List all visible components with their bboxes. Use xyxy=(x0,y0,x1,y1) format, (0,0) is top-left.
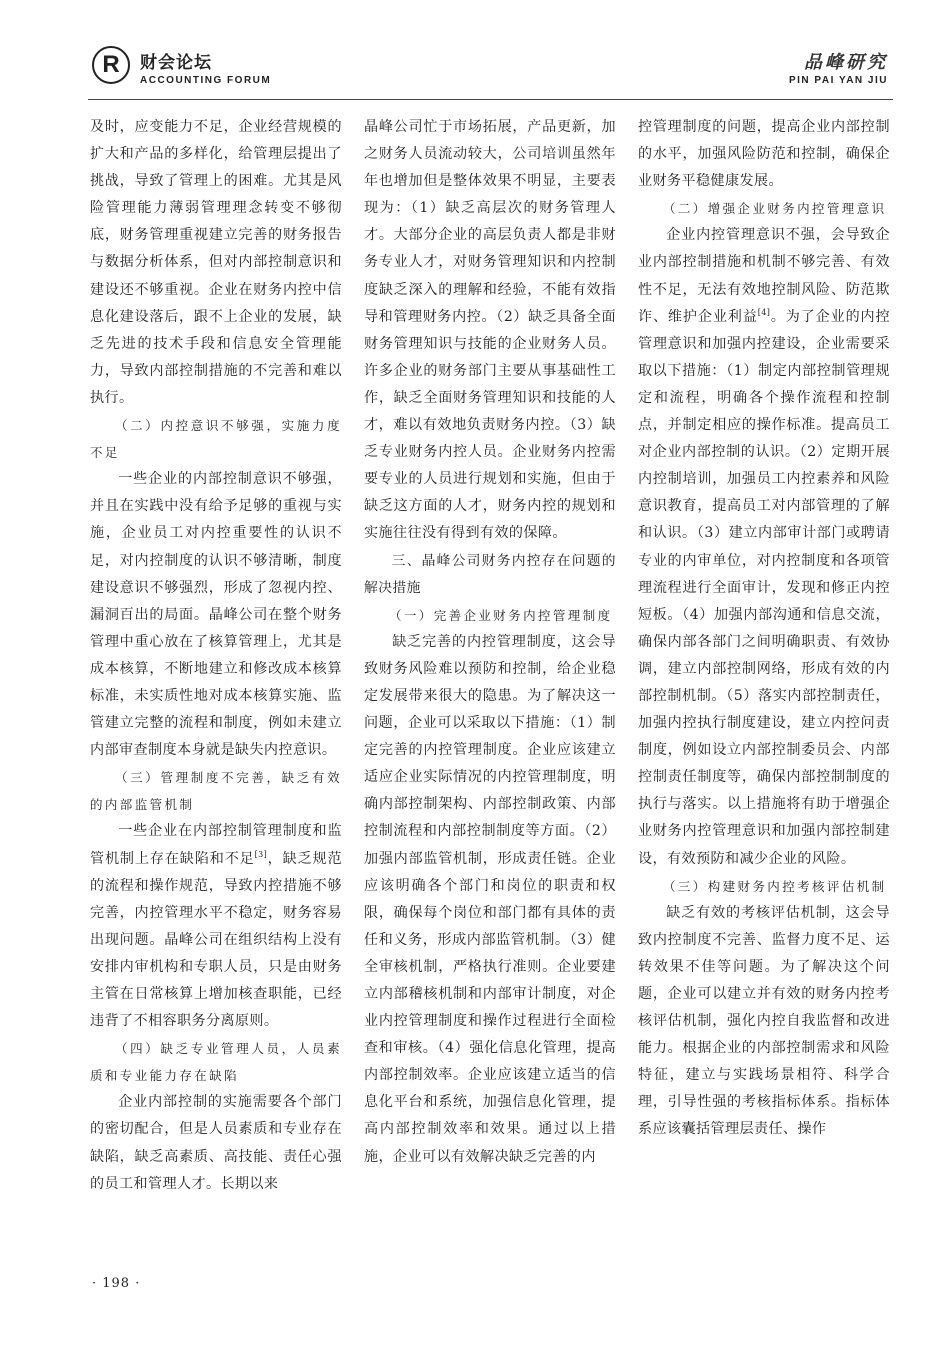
subsection-heading: （二）内控意识不够强，实施力度不足 xyxy=(90,418,342,461)
paragraph: 企业内部控制的实施需要各个部门的密切配合，但是人员素质和专业存在缺陷，缺乏高素质、高技能、责任心强的员工和管理人才。长期以来 xyxy=(90,1094,342,1192)
citation-ref: [3] xyxy=(254,849,268,859)
subsection-heading: （二）增强企业财务内控管理意识 xyxy=(663,201,887,217)
section-title-en: PIN PAI YAN JIU xyxy=(788,75,888,86)
page-header xyxy=(0,0,950,100)
paragraph: 一些企业的内部控制意识不够强，并且在实践中没有给予足够的重视与实施，企业员工对内控重要性的认识不足，对内控制度的认识不够清晰，制度建设意识不够强烈，形成了忽视内控、漏洞百出的局面。晶峰公司在整个财务管理中重心放在了核算管理上，尤其是成本核算，不断地建立和修改成本核算标准，未实质性地对成本核算实施、监管建立完整的流程和制度，例如未建立内部审查制度本身就是缺失内控意识。 xyxy=(90,471,342,759)
paragraph: 及时，应变能力不足，企业经营规模的扩大和产品的多样化，给管理层提出了挑战，导致了管理上的困难。尤其是风险管理能力薄弱管理理念转变不够彻底，财务管理重视建立完善的财务报告与数据分析体系，但对内部控制意识和建设还不够重视。企业在财务内控中信息化建设落后，跟不上企业的发展，缺乏先进的技术手段和信息安全管理能力，导致内部控制措施的不完善和难以执行。 xyxy=(90,119,342,406)
header-divider xyxy=(88,99,893,100)
section-title-cn: 品峰研究 xyxy=(804,52,888,73)
text-column-2 xyxy=(364,114,616,1171)
subsection-heading: （三）管理制度不完善，缺乏有效的内部监管机制 xyxy=(90,770,342,813)
paragraph-text: 。为了企业的内控管理意识和加强内控建设，企业需要采取以下措施：（1）制定内部控制管理规定和流程，明确各个操作流程和控制点，并制定相应的操作标准。提高员工对企业内部控制的认识。（2）定期开展内控制培训，加强员工内控素养和风险意识教育，提高员工对内部管理的了解和认识。（3）建立内部审计部门或聘请专业的内审单位，对内控制度和各项管理流程进行全面审计，发现和修正内控短板。（4）加强内部沟通和信息交流，确保内部各部门之间明确职责、有效协调，建立内部控制网络，形成有效的内部控制机制。（5）落实内部控制责任，加强内控执行制度建设，建立内控问责制度，例如设立内部控制委员会、内部控制责任制度等，确保内部控制制度的执行与落实。以上措施将有助于增强企业财务内控管理意识和加强内部控制建设，有效预防和减少企业的风险。 xyxy=(638,308,891,867)
journal-title-cn: 财会论坛 xyxy=(140,53,212,73)
subsection-heading: （一）完善企业财务内控管理制度 xyxy=(389,607,613,623)
paragraph: 缺乏有效的考核评估机制，这会导致内控制度不完善、监督力度不足、运转效果不佳等问题。为了解决这个问题，企业可以建立并有效的财务内控考核评估机制，强化内控自我监督和改进能力。根据企业的内部控制需求和风险特征，建立与实践场景相符、科学合理，引导性强的考核指标体系。指标体系应该囊括管理层责任、操作 xyxy=(638,904,890,1138)
subsection-heading: （四）缺乏专业管理人员，人员素质和专业能力存在缺陷 xyxy=(90,1041,342,1084)
paragraph-text: ，缺乏规范的流程和操作规范，导致内控措施不够完善，内控管理水平不稳定，财务容易出现问题。晶峰公司在组织结构上没有安排内审机构和专职人员，只是由财务主管在日常核算上增加核查职能，已经违背了不相容职务分离原则。 xyxy=(90,850,342,1030)
text-column-3 xyxy=(638,114,890,1144)
paragraph-text: 企业内控管理意识不强，会导致企业内部控制措施和机制不够完善、有效性不足，无法有效地控制风险、防范欺诈、维护企业利益 xyxy=(638,227,890,325)
text-column-1 xyxy=(90,114,342,1198)
paragraph: 控管理制度的问题，提高企业内部控制的水平，加强风险防范和控制，确保企业财务平稳健康发展。 xyxy=(638,119,890,190)
paragraph xyxy=(638,222,890,872)
paragraph: 缺乏完善的内控管理制度，这会导致财务风险难以预防和控制，给企业稳定发展带来很大的隐患。为了解决这一问题，企业可以采取以下措施：（1）制定完善的内控管理制度。企业应该建立适应企业实际情况的内控管理制度，明确内部控制架构、内部控制政策、内部控制流程和内部控制制度等方面。（2）加强内部监管机制，形成责任链。企业应该明确各个部门和岗位的职责和权限，确保每个岗位和部门都有具体的责任和义务，形成内部监管机制。（3）健全审核机制，严格执行准则。企业要建立内部稽核机制和内部审计制度，对企业内控管理制度和操作过程进行全面检查和审核。（4）强化信息化管理，提高内部控制效率。企业应该建立适当的信息化平台和系统，加强信息化管理，提高内部控制效率和效果。通过以上措施，企业可以有效解决缺乏完善的内 xyxy=(364,633,616,1165)
paragraph-text: 一些企业在内部控制管理制度和监管机制上存在缺陷和不足 xyxy=(90,823,342,867)
journal-title-en: ACCOUNTING FORUM xyxy=(140,75,272,86)
registered-logo-icon: R xyxy=(92,46,130,84)
paragraph: 晶峰公司忙于市场拓展，产品更新，加之财务人员流动较大，公司培训虽然年年也增加但是整体效果不明显，主要表现为：（1）缺乏高层次的财务管理人才。大部分企业的高层负责人都是非财务专业人才，对财务管理知识和内控制度缺乏深入的理解和经验，不能有效指导和管理财务内控。（2）缺乏具备全面财务管理知识与技能的企业财务人员。许多企业的财务部门主要从事基础性工作，缺乏全面财务管理知识和技能的人才，难以有效地负责财务内控。（3）缺乏专业财务内控人员。企业财务内控需要专业的人员进行规划和实施，但由于缺乏这方面的人才，财务内控的规划和实施往往没有得到有效的保障。 xyxy=(364,119,616,542)
section-heading: 三、晶峰公司财务内控存在问题的解决措施 xyxy=(364,552,616,596)
page-number: · 198 · xyxy=(92,1276,141,1291)
subsection-heading: （三）构建财务内控考核评估机制 xyxy=(663,878,887,894)
paragraph xyxy=(90,818,342,1035)
citation-ref: [4] xyxy=(757,307,771,317)
